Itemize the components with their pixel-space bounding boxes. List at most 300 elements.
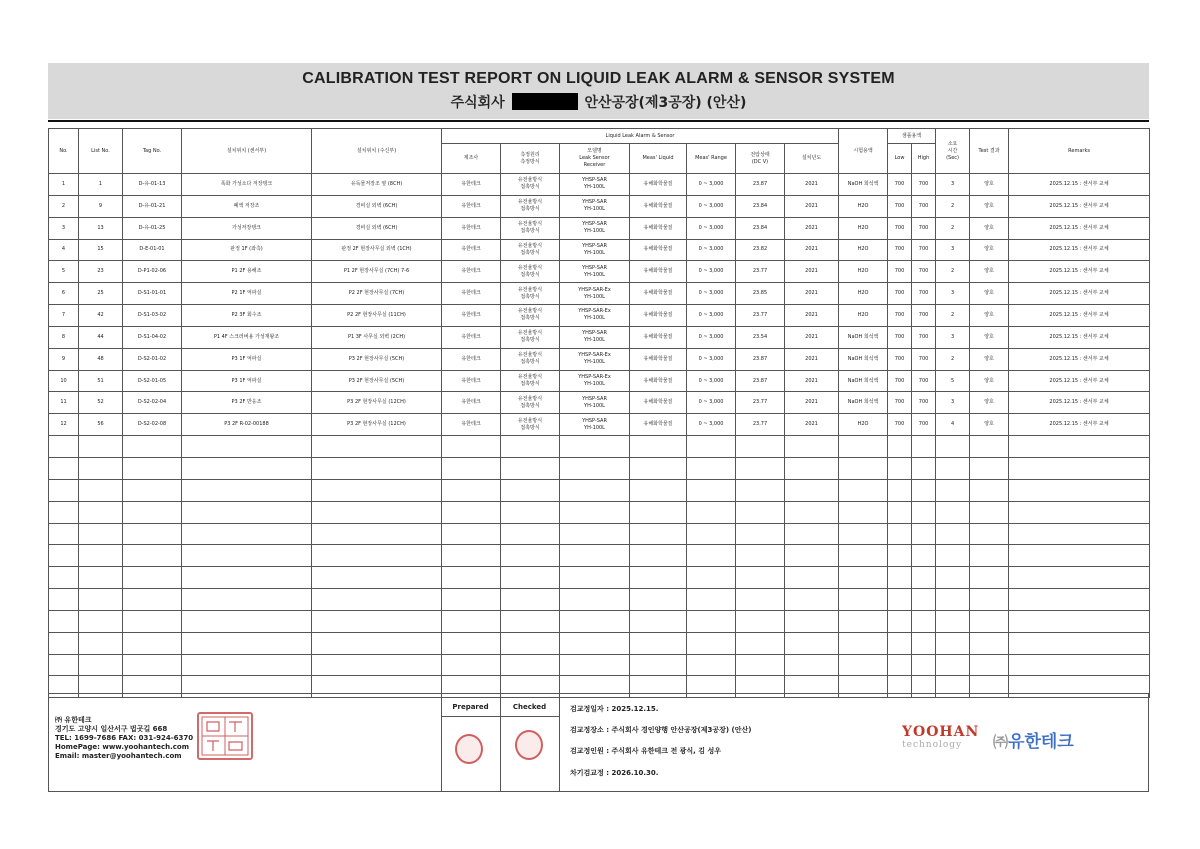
empty-cell (839, 479, 888, 501)
cell-range: 0 ~ 3,000 (687, 348, 736, 370)
empty-cell (888, 632, 912, 654)
cell-tag: D-P1-02-06 (123, 261, 182, 283)
cell-test-liquid: H2O (839, 305, 888, 327)
title-plant-name: 안산공장(제3공장) (안산) (584, 95, 747, 111)
title-divider (48, 120, 1149, 122)
cell-remark: 2025.12.15 : 센서부 교체 (1009, 195, 1150, 217)
empty-cell (785, 632, 839, 654)
empty-cell (785, 589, 839, 611)
cell-sec: 2 (936, 217, 970, 239)
cell-loc-sensor: P3 2F R-02-00188 (182, 414, 312, 436)
cell-high: 700 (912, 217, 936, 239)
cell-model: YHSP-SAR YH-100L (560, 217, 630, 239)
cell-result: 양호 (970, 217, 1009, 239)
cell-result: 양호 (970, 370, 1009, 392)
cell-list-no: 23 (79, 261, 123, 283)
cell-maker: 유한테크 (442, 305, 501, 327)
empty-cell (123, 589, 182, 611)
cell-range: 0 ~ 3,000 (687, 261, 736, 283)
empty-cell (49, 654, 79, 676)
cell-year: 2021 (785, 305, 839, 327)
empty-cell (560, 610, 630, 632)
header-meas-liquid: Meas' Liquid (630, 144, 687, 174)
empty-cell (936, 457, 970, 479)
footer-divider (441, 716, 559, 717)
empty-cell (79, 567, 123, 589)
empty-cell (560, 479, 630, 501)
empty-cell (936, 589, 970, 611)
cell-volt: 23.54 (736, 326, 785, 348)
cell-model: YHSP-SAR YH-100L (560, 392, 630, 414)
table-row (49, 414, 1150, 436)
cell-method: 유전율방식 접촉방식 (501, 305, 560, 327)
cell-remark: 2025.12.15 : 센서부 교체 (1009, 414, 1150, 436)
cell-range: 0 ~ 3,000 (687, 239, 736, 261)
empty-cell (888, 589, 912, 611)
check-place: 검교정장소 : 주식회사 경인양행 안산공장(제3공장) (안산) (570, 726, 752, 734)
cell-range: 0 ~ 3,000 (687, 392, 736, 414)
cell-test-liquid: H2O (839, 414, 888, 436)
cell-volt: 23.77 (736, 414, 785, 436)
cell-test-liquid: H2O (839, 239, 888, 261)
cell-no: 1 (49, 174, 79, 196)
empty-cell (123, 632, 182, 654)
empty-cell (79, 589, 123, 611)
empty-cell (687, 654, 736, 676)
cell-remark: 2025.12.15 : 센서부 교체 (1009, 261, 1150, 283)
cell-liquid: 유해화학물질 (630, 217, 687, 239)
cell-model: YHSP-SAR-Ex YH-100L (560, 370, 630, 392)
empty-cell (839, 523, 888, 545)
cell-list-no: 42 (79, 305, 123, 327)
cell-year: 2021 (785, 239, 839, 261)
empty-cell (970, 523, 1009, 545)
empty-cell (312, 632, 442, 654)
empty-cell (888, 457, 912, 479)
empty-cell (49, 436, 79, 458)
cell-low: 700 (888, 195, 912, 217)
table-row (49, 217, 1150, 239)
empty-cell (912, 479, 936, 501)
empty-cell (736, 436, 785, 458)
cell-year: 2021 (785, 174, 839, 196)
cell-volt: 23.87 (736, 174, 785, 196)
company-address: 경기도 고양시 일산서구 법곳길 668 (55, 725, 168, 733)
cell-no: 10 (49, 370, 79, 392)
empty-cell (1009, 610, 1150, 632)
logo-korean (993, 727, 1074, 752)
cell-loc-receiver: P1 3F 사무실 외벽 (2CH) (312, 326, 442, 348)
empty-cell (560, 545, 630, 567)
empty-cell (839, 589, 888, 611)
cell-high: 700 (912, 239, 936, 261)
empty-cell (785, 479, 839, 501)
empty-cell (888, 523, 912, 545)
empty-cell (560, 457, 630, 479)
empty-cell (123, 610, 182, 632)
logo-korean-name: 유한테크 (1008, 732, 1074, 752)
cell-liquid: 유해화학물질 (630, 305, 687, 327)
cell-test-liquid: NaOH 희석액 (839, 174, 888, 196)
cell-method: 유전율방식 접촉방식 (501, 261, 560, 283)
empty-cell (936, 654, 970, 676)
empty-cell (501, 501, 560, 523)
cell-tag: D-유-01-13 (123, 174, 182, 196)
cell-volt: 23.77 (736, 305, 785, 327)
empty-cell (49, 545, 79, 567)
cell-test-liquid: H2O (839, 217, 888, 239)
empty-cell (630, 567, 687, 589)
cell-low: 700 (888, 174, 912, 196)
empty-cell (687, 545, 736, 567)
cell-liquid: 유해화학물질 (630, 174, 687, 196)
cell-test-liquid: NaOH 희석액 (839, 392, 888, 414)
cell-list-no: 48 (79, 348, 123, 370)
empty-cell (442, 436, 501, 458)
cell-loc-receiver: P3 2F 현장사무실 (5CH) (312, 348, 442, 370)
empty-cell (736, 654, 785, 676)
empty-cell (312, 436, 442, 458)
empty-cell (182, 567, 312, 589)
cell-list-no: 13 (79, 217, 123, 239)
empty-cell (687, 610, 736, 632)
empty-cell (79, 610, 123, 632)
empty-cell (687, 523, 736, 545)
cell-list-no: 56 (79, 414, 123, 436)
cell-loc-sensor: P3 2F 반응조 (182, 392, 312, 414)
empty-cell (312, 501, 442, 523)
cell-result: 양호 (970, 348, 1009, 370)
cell-loc-receiver: 유독물저장조 옆 (8CH) (312, 174, 442, 196)
cell-tag: D-E-01-01 (123, 239, 182, 261)
empty-cell (785, 436, 839, 458)
cell-high: 700 (912, 370, 936, 392)
cell-no: 6 (49, 283, 79, 305)
empty-cell (49, 567, 79, 589)
report-footer (48, 693, 1149, 792)
cell-tag: D-S1-01-01 (123, 283, 182, 305)
cell-loc-receiver: P3 2F 현장사무실 (5CH) (312, 370, 442, 392)
cell-low: 700 (888, 217, 912, 239)
cell-model: YHSP-SAR YH-100L (560, 174, 630, 196)
cell-maker: 유한테크 (442, 283, 501, 305)
table-row (49, 326, 1150, 348)
empty-cell (1009, 523, 1150, 545)
cell-loc-receiver: P3 2F 현장사무실 (12CH) (312, 392, 442, 414)
empty-cell (687, 567, 736, 589)
empty-cell (501, 610, 560, 632)
empty-cell (630, 632, 687, 654)
empty-cell (936, 479, 970, 501)
cell-list-no: 51 (79, 370, 123, 392)
cell-loc-sensor: 판정 1F (좌측) (182, 239, 312, 261)
cell-sec: 3 (936, 392, 970, 414)
cell-no: 4 (49, 239, 79, 261)
logo-korean-prefix: ㈜ (993, 733, 1009, 751)
empty-cell (970, 457, 1009, 479)
cell-loc-receiver: P2 2F 현장사무실 (11CH) (312, 305, 442, 327)
empty-cell (736, 610, 785, 632)
empty-table-row (49, 436, 1150, 458)
cell-remark: 2025.12.15 : 센서부 교체 (1009, 326, 1150, 348)
empty-cell (49, 501, 79, 523)
empty-table-row (49, 567, 1150, 589)
empty-cell (936, 501, 970, 523)
cell-year: 2021 (785, 195, 839, 217)
cell-liquid: 유해화학물질 (630, 414, 687, 436)
empty-table-row (49, 523, 1150, 545)
cell-year: 2021 (785, 392, 839, 414)
empty-cell (123, 479, 182, 501)
company-email: Email: master@yoohantech.com (55, 752, 182, 760)
cell-liquid: 유해화학물질 (630, 392, 687, 414)
cell-year: 2021 (785, 326, 839, 348)
table-row (49, 370, 1150, 392)
empty-cell (501, 479, 560, 501)
cell-model: YHSP-SAR YH-100L (560, 195, 630, 217)
cell-volt: 23.84 (736, 195, 785, 217)
cell-year: 2021 (785, 283, 839, 305)
cell-list-no: 44 (79, 326, 123, 348)
cell-high: 700 (912, 348, 936, 370)
cell-high: 700 (912, 174, 936, 196)
cell-no: 11 (49, 392, 79, 414)
empty-cell (79, 523, 123, 545)
empty-cell (970, 567, 1009, 589)
empty-cell (560, 436, 630, 458)
cell-result: 양호 (970, 326, 1009, 348)
cell-range: 0 ~ 3,000 (687, 174, 736, 196)
table-row (49, 283, 1150, 305)
empty-cell (501, 457, 560, 479)
table-row (49, 174, 1150, 196)
empty-cell (1009, 501, 1150, 523)
empty-cell (49, 610, 79, 632)
empty-cell (785, 501, 839, 523)
cell-result: 양호 (970, 195, 1009, 217)
empty-cell (785, 654, 839, 676)
cell-sec: 2 (936, 348, 970, 370)
cell-low: 700 (888, 305, 912, 327)
empty-cell (49, 479, 79, 501)
cell-method: 유전율방식 접촉방식 (501, 283, 560, 305)
cell-range: 0 ~ 3,000 (687, 305, 736, 327)
cell-method: 유전율방식 접촉방식 (501, 392, 560, 414)
empty-cell (442, 501, 501, 523)
cell-liquid: 유해화학물질 (630, 283, 687, 305)
prepared-stamp-icon (455, 734, 483, 764)
cell-result: 양호 (970, 239, 1009, 261)
cell-loc-receiver: P2 2F 현장사무실 (7CH) (312, 283, 442, 305)
cell-high: 700 (912, 305, 936, 327)
empty-cell (912, 523, 936, 545)
cell-remark: 2025.12.15 : 센서부 교체 (1009, 217, 1150, 239)
cell-tag: D-S1-04-02 (123, 326, 182, 348)
empty-cell (501, 632, 560, 654)
cell-no: 12 (49, 414, 79, 436)
cell-loc-sensor: P3 1F 억파실 (182, 348, 312, 370)
empty-cell (182, 654, 312, 676)
empty-cell (687, 632, 736, 654)
cell-volt: 23.77 (736, 392, 785, 414)
cell-test-liquid: NaOH 희석액 (839, 370, 888, 392)
empty-cell (970, 589, 1009, 611)
empty-cell (182, 523, 312, 545)
header-location-receiver: 설치위치 (수신부) (312, 129, 442, 174)
empty-cell (123, 545, 182, 567)
cell-range: 0 ~ 3,000 (687, 195, 736, 217)
table-row (49, 239, 1150, 261)
empty-cell (970, 479, 1009, 501)
company-seal-icon (197, 712, 253, 760)
empty-cell (839, 610, 888, 632)
empty-cell (312, 523, 442, 545)
cell-result: 양호 (970, 392, 1009, 414)
company-name: ㈜ 유한테크 (55, 716, 92, 724)
header-high: High (912, 144, 936, 174)
header-liquid-leak-group: Liquid Leak Alarm & Sensor (442, 129, 839, 144)
cell-remark: 2025.12.15 : 센서부 교체 (1009, 174, 1150, 196)
table-row (49, 392, 1150, 414)
empty-cell (123, 501, 182, 523)
empty-cell (501, 589, 560, 611)
empty-cell (839, 545, 888, 567)
empty-cell (687, 479, 736, 501)
empty-cell (687, 436, 736, 458)
empty-cell (888, 501, 912, 523)
table-row (49, 305, 1150, 327)
cell-maker: 유한테크 (442, 239, 501, 261)
cell-result: 양호 (970, 174, 1009, 196)
empty-cell (839, 436, 888, 458)
empty-cell (182, 457, 312, 479)
empty-cell (630, 589, 687, 611)
empty-cell (123, 436, 182, 458)
empty-cell (912, 501, 936, 523)
empty-cell (312, 457, 442, 479)
empty-cell (736, 589, 785, 611)
cell-tag: D-S2-02-08 (123, 414, 182, 436)
empty-cell (630, 545, 687, 567)
cell-remark: 2025.12.15 : 센서부 교체 (1009, 348, 1150, 370)
empty-cell (182, 610, 312, 632)
cell-loc-receiver: P1 2F 현장사무실 (7CH) 7-6 (312, 261, 442, 283)
empty-cell (936, 523, 970, 545)
empty-cell (630, 436, 687, 458)
cell-method: 유전율방식 접촉방식 (501, 195, 560, 217)
header-remarks: Remarks (1009, 129, 1150, 174)
cell-high: 700 (912, 283, 936, 305)
cell-low: 700 (888, 283, 912, 305)
cell-liquid: 유해화학물질 (630, 195, 687, 217)
empty-cell (1009, 567, 1150, 589)
empty-cell (888, 436, 912, 458)
empty-cell (442, 567, 501, 589)
empty-cell (312, 610, 442, 632)
cell-loc-receiver: P3 2F 현장사무실 (12CH) (312, 414, 442, 436)
empty-cell (501, 545, 560, 567)
cell-maker: 유한테크 (442, 326, 501, 348)
cell-no: 9 (49, 348, 79, 370)
header-low: Low (888, 144, 912, 174)
empty-cell (312, 589, 442, 611)
empty-cell (630, 501, 687, 523)
cell-maker: 유한테크 (442, 370, 501, 392)
cell-liquid: 유해화학물질 (630, 326, 687, 348)
cell-method: 유전율방식 접촉방식 (501, 370, 560, 392)
empty-cell (560, 501, 630, 523)
empty-cell (970, 632, 1009, 654)
cell-sec: 2 (936, 305, 970, 327)
cell-method: 유전율방식 접촉방식 (501, 326, 560, 348)
cell-tag: D-S1-03-02 (123, 305, 182, 327)
table-body (49, 174, 1150, 698)
cell-tag: D-유-01-25 (123, 217, 182, 239)
empty-cell (736, 523, 785, 545)
cell-sec: 2 (936, 195, 970, 217)
empty-cell (888, 545, 912, 567)
cell-list-no: 1 (79, 174, 123, 196)
empty-cell (560, 632, 630, 654)
next-check-date: 차기검교정 : 2026.10.30. (570, 769, 659, 777)
header-model: 모델명 Leak Sensor Receiver (560, 144, 630, 174)
empty-cell (687, 457, 736, 479)
empty-cell (736, 479, 785, 501)
cell-method: 유전율방식 접촉방식 (501, 414, 560, 436)
empty-cell (936, 436, 970, 458)
empty-cell (912, 457, 936, 479)
empty-cell (79, 457, 123, 479)
cell-list-no: 52 (79, 392, 123, 414)
empty-cell (79, 501, 123, 523)
empty-cell (312, 654, 442, 676)
cell-sec: 5 (936, 370, 970, 392)
cell-loc-receiver: 판정 2F 현장사무실 외벽 (1CH) (312, 239, 442, 261)
cell-method: 유전율방식 접촉방식 (501, 217, 560, 239)
company-info (55, 716, 193, 761)
cell-model: YHSP-SAR YH-100L (560, 239, 630, 261)
empty-cell (182, 436, 312, 458)
empty-cell (442, 457, 501, 479)
empty-cell (785, 610, 839, 632)
cell-loc-sensor: P2 3F 회수조 (182, 305, 312, 327)
empty-cell (630, 610, 687, 632)
cell-model: YHSP-SAR YH-100L (560, 326, 630, 348)
cell-volt: 23.84 (736, 217, 785, 239)
empty-cell (312, 479, 442, 501)
cell-maker: 유한테크 (442, 414, 501, 436)
cell-method: 유전율방식 접촉방식 (501, 239, 560, 261)
cell-result: 양호 (970, 261, 1009, 283)
cell-no: 5 (49, 261, 79, 283)
cell-no: 3 (49, 217, 79, 239)
empty-cell (736, 567, 785, 589)
cell-maker: 유한테크 (442, 348, 501, 370)
cell-tag: D-S2-01-02 (123, 348, 182, 370)
cell-low: 700 (888, 392, 912, 414)
empty-cell (630, 479, 687, 501)
empty-cell (123, 523, 182, 545)
cell-loc-sensor: P2 1F 억파실 (182, 283, 312, 305)
empty-cell (936, 610, 970, 632)
empty-cell (49, 632, 79, 654)
header-location-sensor: 설치위치 (센서부) (182, 129, 312, 174)
cell-test-liquid: H2O (839, 261, 888, 283)
empty-table-row (49, 632, 1150, 654)
cell-range: 0 ~ 3,000 (687, 217, 736, 239)
empty-cell (785, 523, 839, 545)
cell-maker: 유한테크 (442, 174, 501, 196)
